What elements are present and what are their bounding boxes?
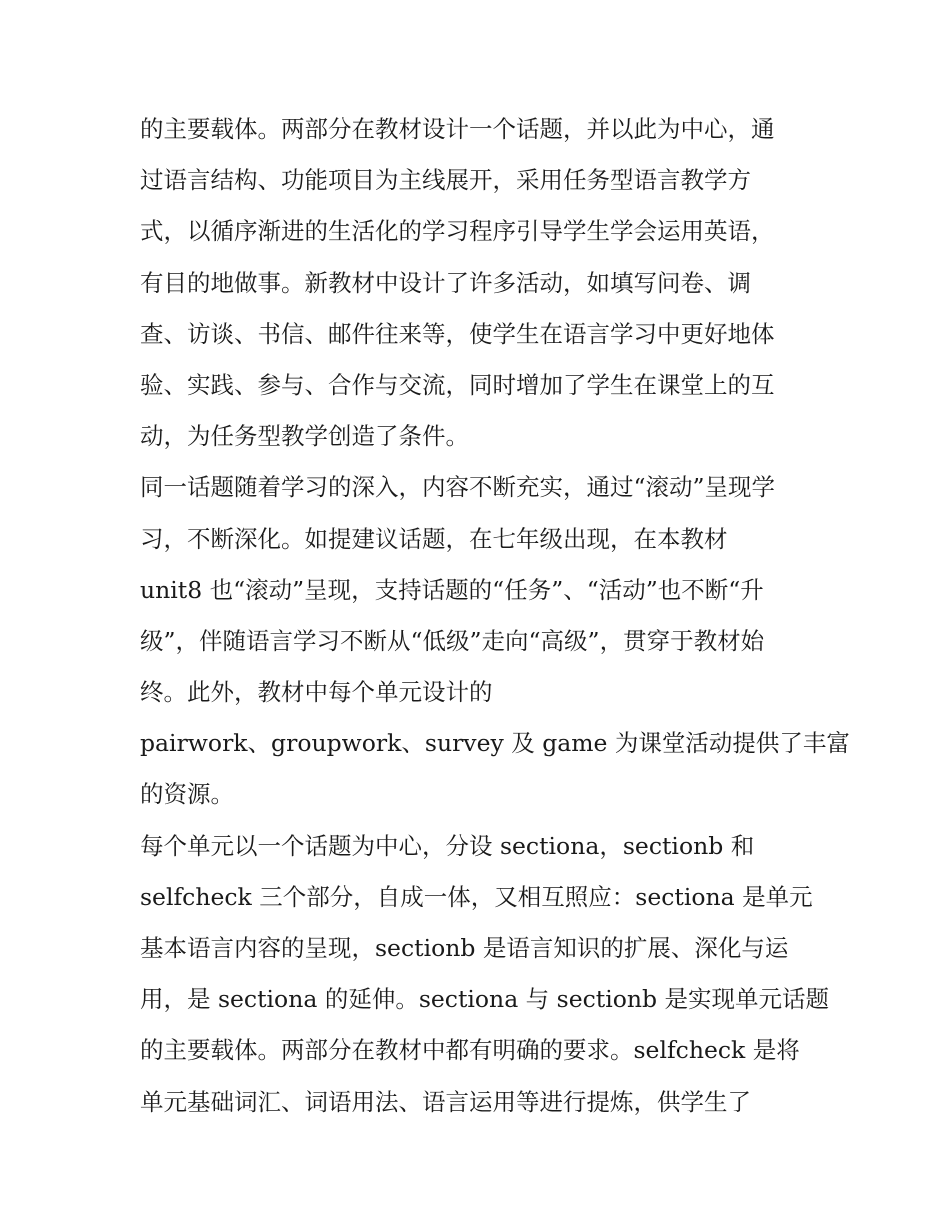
text-line: 过语言结构、功能项目为主线展开，采用任务型语言教学方	[140, 166, 751, 195]
document-body	[140, 104, 850, 1128]
text-line: unit8 也“滚动”呈现，支持话题的“任务”、“活动”也不断“升	[140, 575, 764, 604]
text-line: 有目的地做事。新教材中设计了许多活动，如填写问卷、调	[140, 268, 751, 297]
text-line: 动，为任务型教学创造了条件。	[140, 422, 469, 451]
text-line: 验、实践、参与、合作与交流，同时增加了学生在课堂上的互	[140, 370, 775, 399]
text-line: 每个单元以一个话题为中心，分设 sectiona，sectionb 和	[140, 831, 755, 860]
text-line: 查、访谈、书信、邮件往来等，使学生在语言学习中更好地体	[140, 319, 775, 348]
text-line: 单元基础词汇、词语用法、语言运用等进行提炼，供学生了	[140, 1087, 751, 1116]
text-line: 习，不断深化。如提建议话题，在七年级出现，在本教材	[140, 524, 728, 553]
text-line: 式，以循序渐进的生活化的学习程序引导学生学会运用英语，	[140, 217, 775, 246]
text-line: 的主要载体。两部分在教材中都有明确的要求。selfcheck 是将	[140, 1036, 800, 1065]
text-line: pairwork、groupwork、survey 及 game 为课堂活动提供了丰富	[140, 729, 850, 758]
text-line: 级”，伴随语言学习不断从“低级”走向“高级”，贯穿于教材始	[140, 626, 765, 655]
text-line: selfcheck 三个部分，自成一体，又相互照应：sectiona 是单元	[140, 882, 813, 911]
text-line: 基本语言内容的呈现，sectionb 是语言知识的扩展、深化与运	[140, 934, 789, 962]
text-line: 终。此外，教材中每个单元设计的	[140, 678, 493, 707]
text-line: 的资源。	[140, 780, 234, 809]
text-line: 用，是 sectiona 的延伸。sectiona 与 sectionb 是实现单元话题	[140, 985, 830, 1014]
text-line: 的主要载体。两部分在教材设计一个话题，并以此为中心，通	[140, 115, 775, 143]
text-line: 同一话题随着学习的深入，内容不断充实，通过“滚动”呈现学	[140, 473, 776, 502]
